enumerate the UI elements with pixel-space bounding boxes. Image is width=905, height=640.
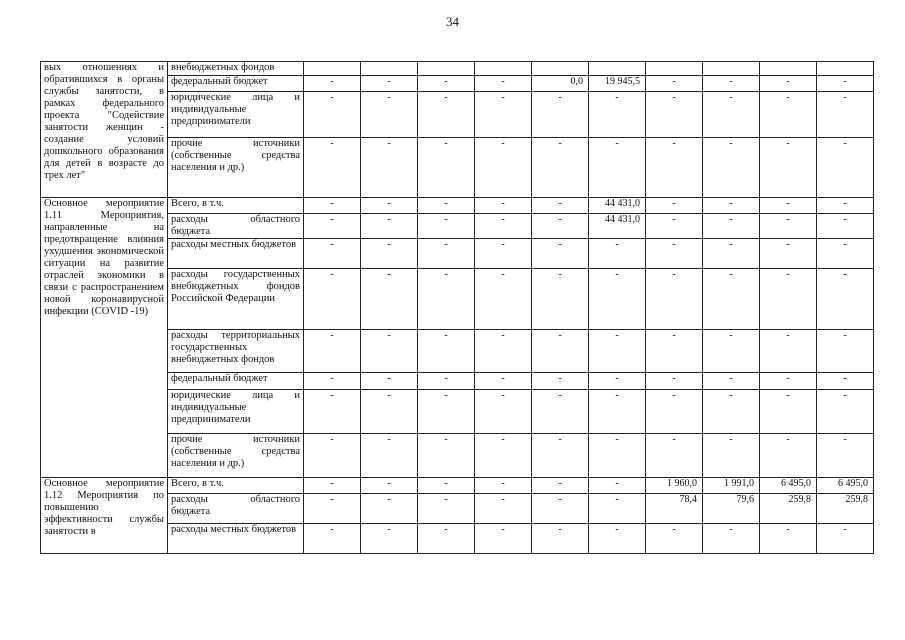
value-cell: -	[304, 373, 361, 390]
value-cell: -	[760, 330, 817, 373]
value-cell: -	[646, 524, 703, 554]
value-cell: -	[361, 434, 418, 478]
value-cell: -	[532, 92, 589, 138]
value-cell: -	[703, 390, 760, 434]
value-cell: -	[418, 390, 475, 434]
value-cell: -	[475, 373, 532, 390]
value-cell: -	[304, 198, 361, 214]
funding-source: расходы территориальных государственных внебюджетных фондов	[168, 330, 304, 373]
value-cell: -	[703, 239, 760, 269]
value-cell	[361, 62, 418, 76]
value-cell: -	[760, 214, 817, 239]
funding-source: Всего, в т.ч.	[168, 478, 304, 494]
activity-description: Основное мероприятие 1.11 Мероприятия, направленные на предотвращение влияния ухудшения экономической ситуации на развитие отраслей экономики в связи с распространением новой коронавирусной инфекции (COVID -19)	[41, 198, 168, 478]
value-cell: -	[418, 92, 475, 138]
value-cell: -	[418, 494, 475, 524]
value-cell: -	[589, 239, 646, 269]
value-cell	[418, 62, 475, 76]
value-cell: -	[304, 76, 361, 92]
value-cell: -	[817, 198, 874, 214]
value-cell: -	[760, 390, 817, 434]
value-cell: -	[475, 269, 532, 330]
value-cell: -	[760, 269, 817, 330]
value-cell: -	[304, 494, 361, 524]
funding-source: юридические лица и индивидуальные предприниматели	[168, 92, 304, 138]
value-cell: -	[703, 92, 760, 138]
value-cell: -	[817, 214, 874, 239]
value-cell: -	[646, 390, 703, 434]
funding-source: федеральный бюджет	[168, 373, 304, 390]
value-cell: -	[532, 390, 589, 434]
value-cell: -	[589, 330, 646, 373]
funding-source: федеральный бюджет	[168, 76, 304, 92]
value-cell: -	[589, 138, 646, 198]
funding-source: Всего, в т.ч.	[168, 198, 304, 214]
value-cell: 79,6	[703, 494, 760, 524]
value-cell: -	[703, 198, 760, 214]
value-cell: -	[475, 478, 532, 494]
table-row	[41, 62, 874, 76]
value-cell: -	[304, 478, 361, 494]
value-cell: 19 945,5	[589, 76, 646, 92]
value-cell: -	[817, 330, 874, 373]
value-cell: -	[532, 524, 589, 554]
value-cell	[817, 62, 874, 76]
value-cell: -	[703, 434, 760, 478]
value-cell: -	[532, 138, 589, 198]
funding-source: расходы государственных внебюджетных фондов Российской Федерации	[168, 269, 304, 330]
value-cell: -	[532, 198, 589, 214]
value-cell: -	[703, 373, 760, 390]
value-cell: -	[361, 390, 418, 434]
value-cell: -	[760, 239, 817, 269]
value-cell: -	[475, 524, 532, 554]
value-cell: -	[361, 239, 418, 269]
value-cell: -	[646, 198, 703, 214]
activity-description: вых отношениях и обратившихся в органы службы занятости, в рамках федерального проекта "Содействие занятости женщин - создание условий дошкольного образования для детей в возрасте до трех лет"	[41, 62, 168, 198]
value-cell: -	[589, 269, 646, 330]
value-cell: -	[475, 76, 532, 92]
value-cell: 6 495,0	[760, 478, 817, 494]
page-number: 34	[446, 14, 459, 29]
value-cell: -	[304, 269, 361, 330]
value-cell: -	[475, 138, 532, 198]
value-cell: -	[703, 76, 760, 92]
value-cell: -	[589, 494, 646, 524]
value-cell: -	[646, 214, 703, 239]
value-cell: -	[532, 330, 589, 373]
value-cell: -	[532, 478, 589, 494]
value-cell	[304, 62, 361, 76]
value-cell: -	[589, 390, 646, 434]
table-body	[41, 62, 874, 554]
value-cell: 259,8	[817, 494, 874, 524]
value-cell: -	[304, 524, 361, 554]
value-cell: 78,4	[646, 494, 703, 524]
value-cell: -	[361, 198, 418, 214]
value-cell: -	[589, 524, 646, 554]
value-cell: -	[418, 330, 475, 373]
value-cell: -	[817, 92, 874, 138]
value-cell: -	[304, 330, 361, 373]
table-row	[41, 198, 874, 214]
value-cell: -	[418, 76, 475, 92]
value-cell: -	[361, 330, 418, 373]
funding-source: расходы областного бюджета	[168, 494, 304, 524]
value-cell: -	[646, 269, 703, 330]
budget-table	[40, 61, 874, 554]
value-cell: -	[532, 494, 589, 524]
value-cell: -	[646, 138, 703, 198]
value-cell: -	[760, 373, 817, 390]
funding-source: внебюджетных фондов	[168, 62, 304, 76]
value-cell: -	[475, 494, 532, 524]
table-row	[41, 478, 874, 494]
value-cell: -	[760, 434, 817, 478]
value-cell: -	[361, 494, 418, 524]
value-cell: -	[475, 390, 532, 434]
value-cell: -	[589, 478, 646, 494]
value-cell: 1 991,0	[703, 478, 760, 494]
value-cell: -	[418, 478, 475, 494]
value-cell: 1 960,0	[646, 478, 703, 494]
value-cell: -	[532, 434, 589, 478]
value-cell: -	[817, 138, 874, 198]
value-cell: -	[532, 269, 589, 330]
value-cell: -	[646, 434, 703, 478]
value-cell: -	[760, 92, 817, 138]
funding-source: расходы местных бюджетов	[168, 239, 304, 269]
value-cell: -	[418, 239, 475, 269]
value-cell: -	[475, 198, 532, 214]
value-cell: -	[418, 214, 475, 239]
value-cell: -	[532, 373, 589, 390]
value-cell: -	[418, 269, 475, 330]
value-cell: -	[304, 390, 361, 434]
value-cell: -	[361, 92, 418, 138]
value-cell: -	[361, 373, 418, 390]
value-cell: -	[817, 239, 874, 269]
funding-source: юридические лица и индивидуальные предприниматели	[168, 390, 304, 434]
value-cell: -	[304, 214, 361, 239]
value-cell: -	[589, 373, 646, 390]
value-cell: 44 431,0	[589, 198, 646, 214]
value-cell: -	[760, 198, 817, 214]
value-cell: -	[532, 239, 589, 269]
value-cell: 6 495,0	[817, 478, 874, 494]
value-cell: -	[418, 524, 475, 554]
value-cell	[646, 62, 703, 76]
value-cell: -	[475, 330, 532, 373]
value-cell: -	[646, 330, 703, 373]
value-cell	[760, 62, 817, 76]
value-cell: -	[361, 138, 418, 198]
value-cell: -	[475, 434, 532, 478]
value-cell: -	[817, 269, 874, 330]
value-cell: -	[361, 76, 418, 92]
value-cell: -	[760, 76, 817, 92]
value-cell: -	[418, 138, 475, 198]
value-cell: -	[418, 198, 475, 214]
value-cell: -	[304, 138, 361, 198]
value-cell: -	[760, 138, 817, 198]
value-cell	[532, 62, 589, 76]
value-cell: -	[646, 373, 703, 390]
value-cell: -	[646, 92, 703, 138]
value-cell: -	[817, 76, 874, 92]
value-cell: -	[646, 76, 703, 92]
value-cell: 259,8	[760, 494, 817, 524]
value-cell: -	[475, 239, 532, 269]
value-cell: -	[760, 524, 817, 554]
value-cell	[589, 62, 646, 76]
value-cell: -	[817, 524, 874, 554]
funding-source: расходы местных бюджетов	[168, 524, 304, 554]
value-cell: -	[532, 214, 589, 239]
value-cell: -	[361, 269, 418, 330]
value-cell: -	[418, 373, 475, 390]
value-cell: -	[361, 524, 418, 554]
value-cell	[703, 62, 760, 76]
value-cell: -	[361, 214, 418, 239]
activity-description: Основное мероприятие 1.12 Мероприятия по повышению эффективности службы занятости в	[41, 478, 168, 554]
value-cell: -	[304, 239, 361, 269]
value-cell: 44 431,0	[589, 214, 646, 239]
funding-source: прочие источники (собственные средства населения и др.)	[168, 434, 304, 478]
value-cell: -	[703, 330, 760, 373]
value-cell: -	[418, 434, 475, 478]
value-cell: -	[475, 214, 532, 239]
value-cell: -	[703, 138, 760, 198]
value-cell: -	[703, 214, 760, 239]
value-cell: -	[475, 92, 532, 138]
value-cell: -	[589, 434, 646, 478]
value-cell: -	[703, 524, 760, 554]
value-cell: -	[646, 239, 703, 269]
funding-source: расходы областного бюджета	[168, 214, 304, 239]
value-cell: -	[361, 478, 418, 494]
value-cell: -	[304, 434, 361, 478]
value-cell: -	[589, 92, 646, 138]
value-cell: -	[817, 434, 874, 478]
value-cell: -	[817, 373, 874, 390]
value-cell: -	[703, 269, 760, 330]
funding-source: прочие источники (собственные средства населения и др.)	[168, 138, 304, 198]
value-cell	[475, 62, 532, 76]
value-cell: -	[817, 390, 874, 434]
value-cell: -	[304, 92, 361, 138]
value-cell: 0,0	[532, 76, 589, 92]
